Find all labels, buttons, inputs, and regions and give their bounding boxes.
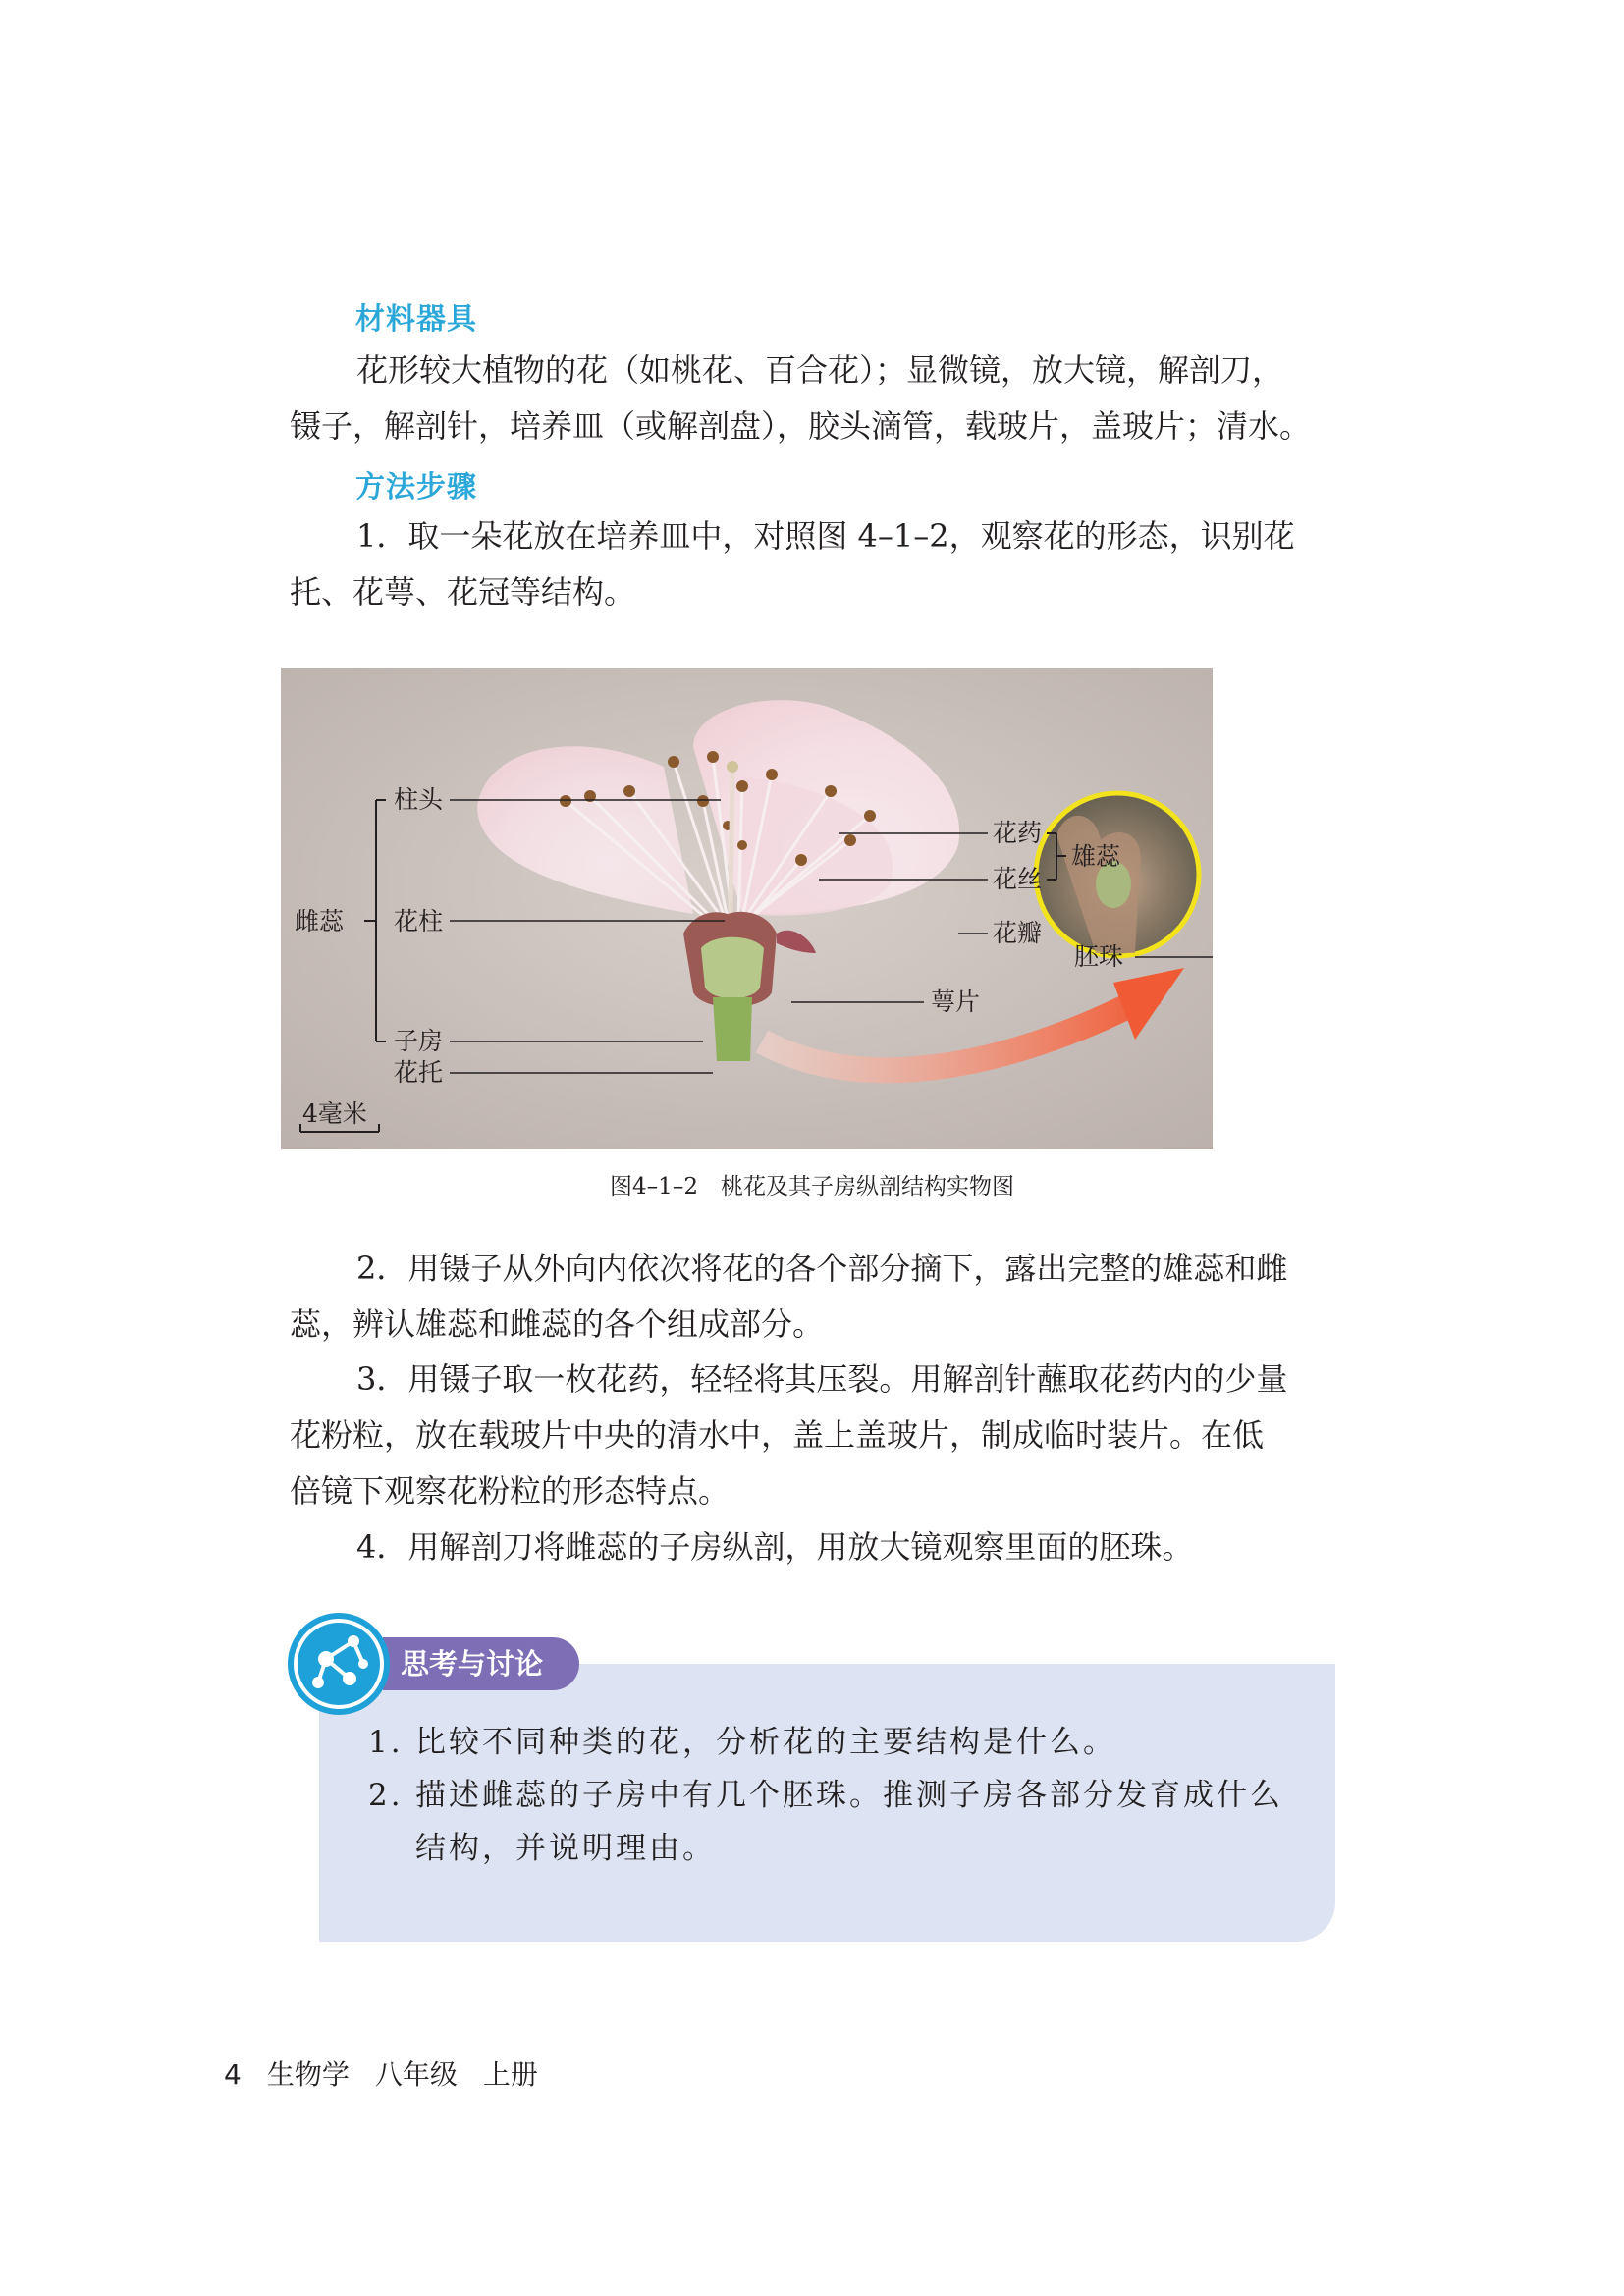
step-3-line: 倍镜下观察花粉粒的形态特点。 <box>290 1472 731 1510</box>
step-3 <box>290 1352 1335 1520</box>
label-ovary: 子房 <box>394 1027 444 1055</box>
discussion-item-number: 2. <box>368 1778 404 1813</box>
materials-line: 镊子，解剖针，培养皿（或解剖盘），胶头滴管，载玻片，盖玻片；清水。 <box>290 407 1312 445</box>
step-1-line: 托、花萼、花冠等结构。 <box>290 573 636 611</box>
footer-subject: 生物学 <box>266 2058 350 2091</box>
footer-volume: 上册 <box>482 2058 538 2091</box>
scale-label: 4毫米 <box>302 1099 367 1128</box>
label-filament: 花丝 <box>993 865 1043 893</box>
discussion-title: 思考与讨论 <box>383 1637 579 1690</box>
discussion-item-text: 结构，并说明理由。 <box>415 1831 716 1866</box>
label-receptacle: 花托 <box>394 1058 444 1087</box>
step-1-line: 1．取一朵花放在培养皿中，对照图 4–1–2，观察花的形态，识别花 <box>356 517 1295 555</box>
step-2-line: 蕊，辨认雄蕊和雌蕊的各个组成部分。 <box>290 1306 825 1343</box>
page-number: 4 <box>224 2058 242 2091</box>
discussion-item-continued <box>415 1822 716 1875</box>
pistil-stigma <box>727 761 738 773</box>
discussion-item-number: 1. <box>368 1725 404 1760</box>
discussion-item-text: 描述雌蕊的子房中有几个胚珠。推测子房各部分发育成什么 <box>415 1778 1283 1813</box>
step-3-line: 花粉粒，放在载玻片中央的清水中，盖上盖玻片，制成临时装片。在低 <box>290 1416 1265 1454</box>
label-stigma: 柱头 <box>394 785 444 814</box>
discussion-box <box>285 1610 1345 1944</box>
molecule-icon <box>285 1610 393 1718</box>
step-3-line: 3．用镊子取一枚花药，轻轻将其压裂。用解剖针蘸取花药内的少量 <box>356 1361 1288 1398</box>
ovary-section <box>701 937 764 999</box>
label-pistil: 雌蕊 <box>295 907 345 935</box>
page-footer <box>224 2054 564 2093</box>
discussion-item <box>368 1769 1283 1822</box>
label-stamen: 雄蕊 <box>1071 842 1121 871</box>
figure-caption: 图4–1–2 桃花及其子房纵剖结构实物图 <box>610 1174 1014 1200</box>
step-4-line: 4．用解剖刀将雌蕊的子房纵剖，用放大镜观察里面的胚珠。 <box>356 1528 1194 1566</box>
peach-flower-figure <box>281 668 1213 1149</box>
receptacle-stalk <box>713 997 752 1061</box>
label-sepal: 萼片 <box>931 988 981 1016</box>
discussion-item-text: 比较不同种类的花，分析花的主要结构是什么。 <box>415 1725 1116 1760</box>
label-style: 花柱 <box>394 907 444 935</box>
label-petal: 花瓣 <box>993 919 1043 947</box>
flower-photo <box>281 668 1213 1149</box>
step-2 <box>290 1241 1335 1353</box>
materials-paragraph <box>290 343 1335 454</box>
method-heading: 方法步骤 <box>355 470 477 505</box>
pistil-style <box>731 767 732 914</box>
step-2-line: 2．用镊子从外向内依次将花的各个部分摘下，露出完整的雄蕊和雌 <box>356 1250 1288 1287</box>
step-1 <box>290 508 1335 620</box>
materials-line: 花形较大植物的花（如桃花、百合花）；显微镜，放大镜，解剖刀， <box>356 351 1284 389</box>
label-anther: 花药 <box>993 819 1043 847</box>
label-ovule: 胚珠 <box>1074 942 1124 971</box>
materials-heading: 材料器具 <box>355 302 477 337</box>
step-4 <box>290 1520 1335 1575</box>
footer-grade: 八年级 <box>374 2058 458 2091</box>
discussion-item <box>368 1716 1116 1769</box>
